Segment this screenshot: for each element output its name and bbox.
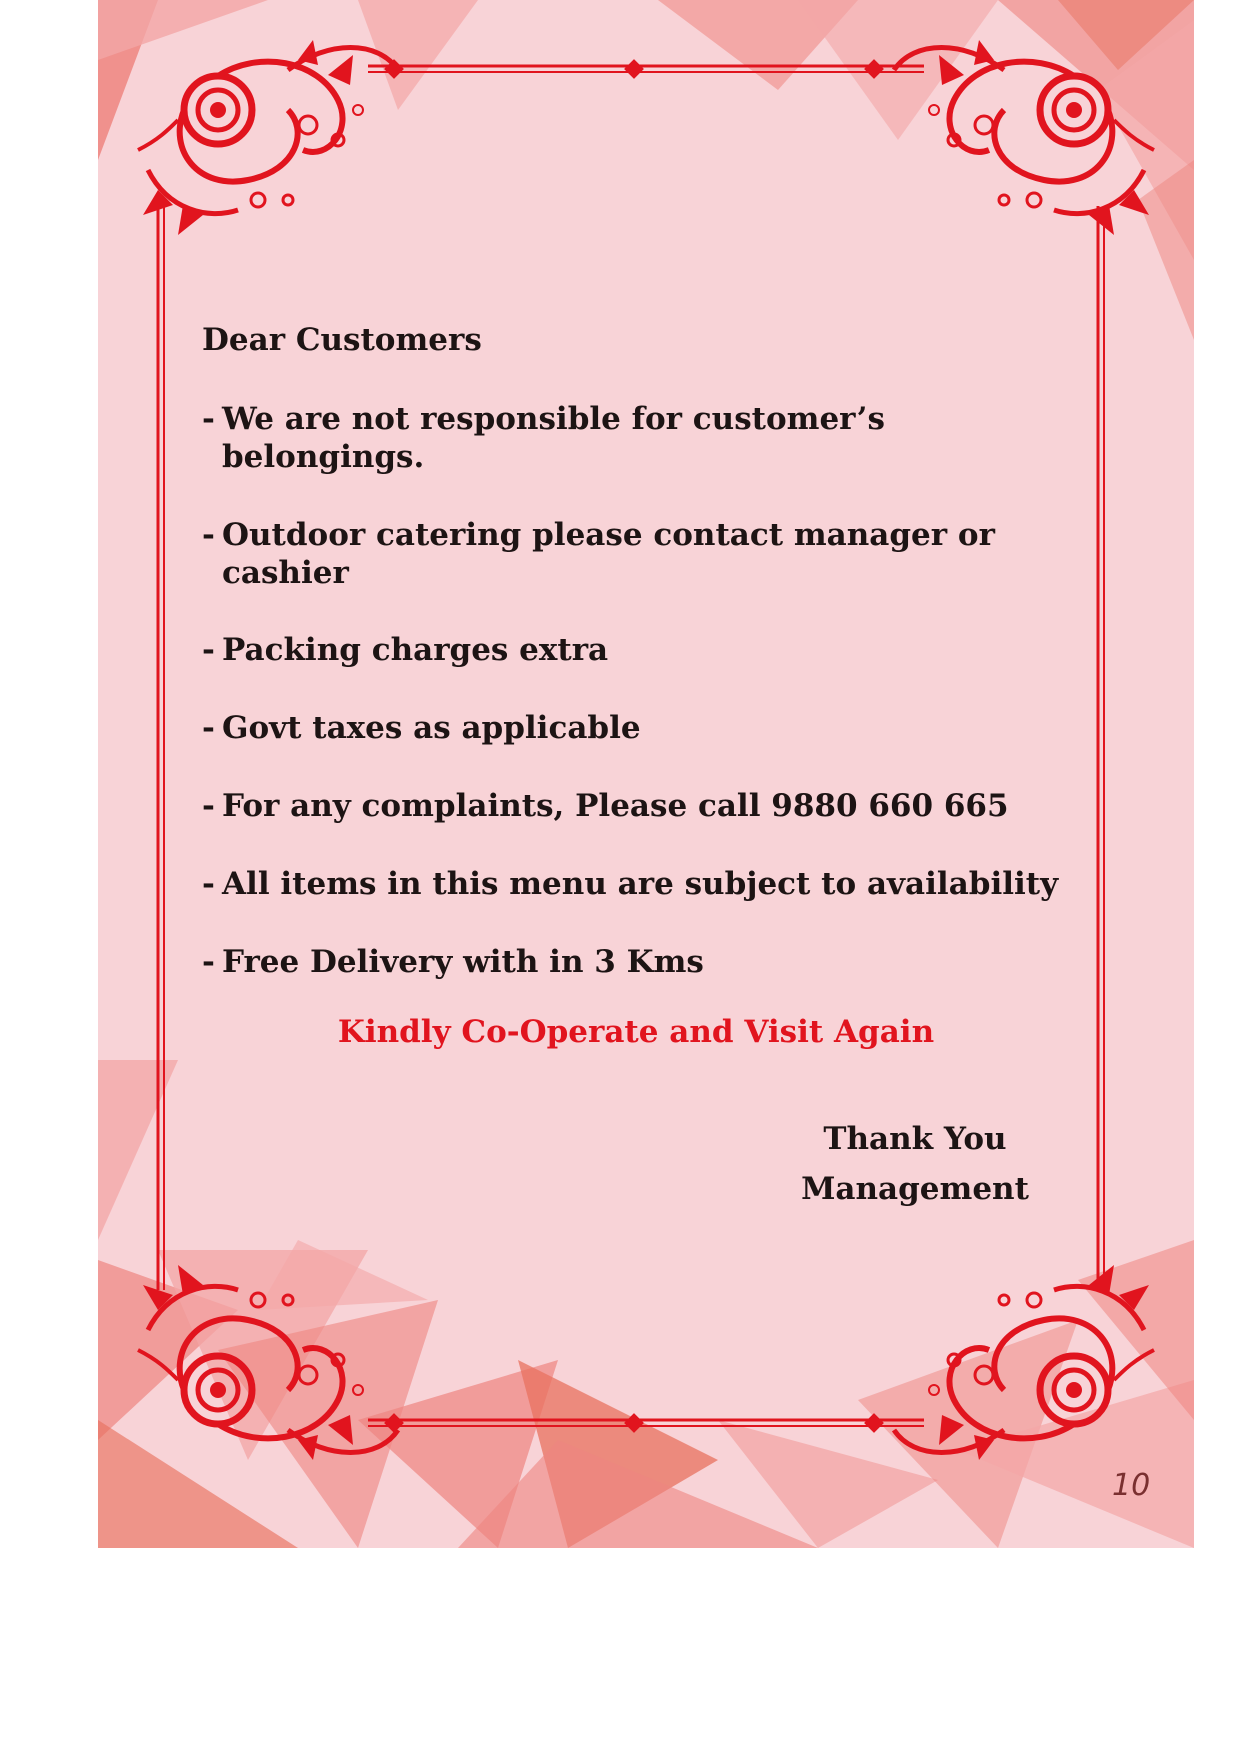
notice-item: - Outdoor catering please contact manager or cashier	[202, 517, 995, 591]
signature-block	[790, 1114, 1040, 1214]
notice-item: - We are not responsible for customer’s belongings.	[202, 401, 885, 475]
notice-item: - Free Delivery with in 3 Kms	[202, 944, 704, 980]
thank-you-text: Thank You	[823, 1121, 1007, 1157]
notice-item: - For any complaints, Please call 9880 660 665	[202, 788, 1009, 824]
notice-item: - Govt taxes as applicable	[202, 710, 641, 746]
page-number: 10	[1112, 1468, 1151, 1503]
closing-message: Kindly Co-Operate and Visit Again	[337, 1014, 935, 1050]
management-signature: Management	[801, 1171, 1029, 1207]
notice-list	[202, 400, 1082, 1021]
notice-item: - Packing charges extra	[202, 632, 609, 668]
greeting-heading: Dear Customers	[202, 322, 482, 358]
notice-item: - All items in this menu are subject to availability	[202, 866, 1059, 902]
